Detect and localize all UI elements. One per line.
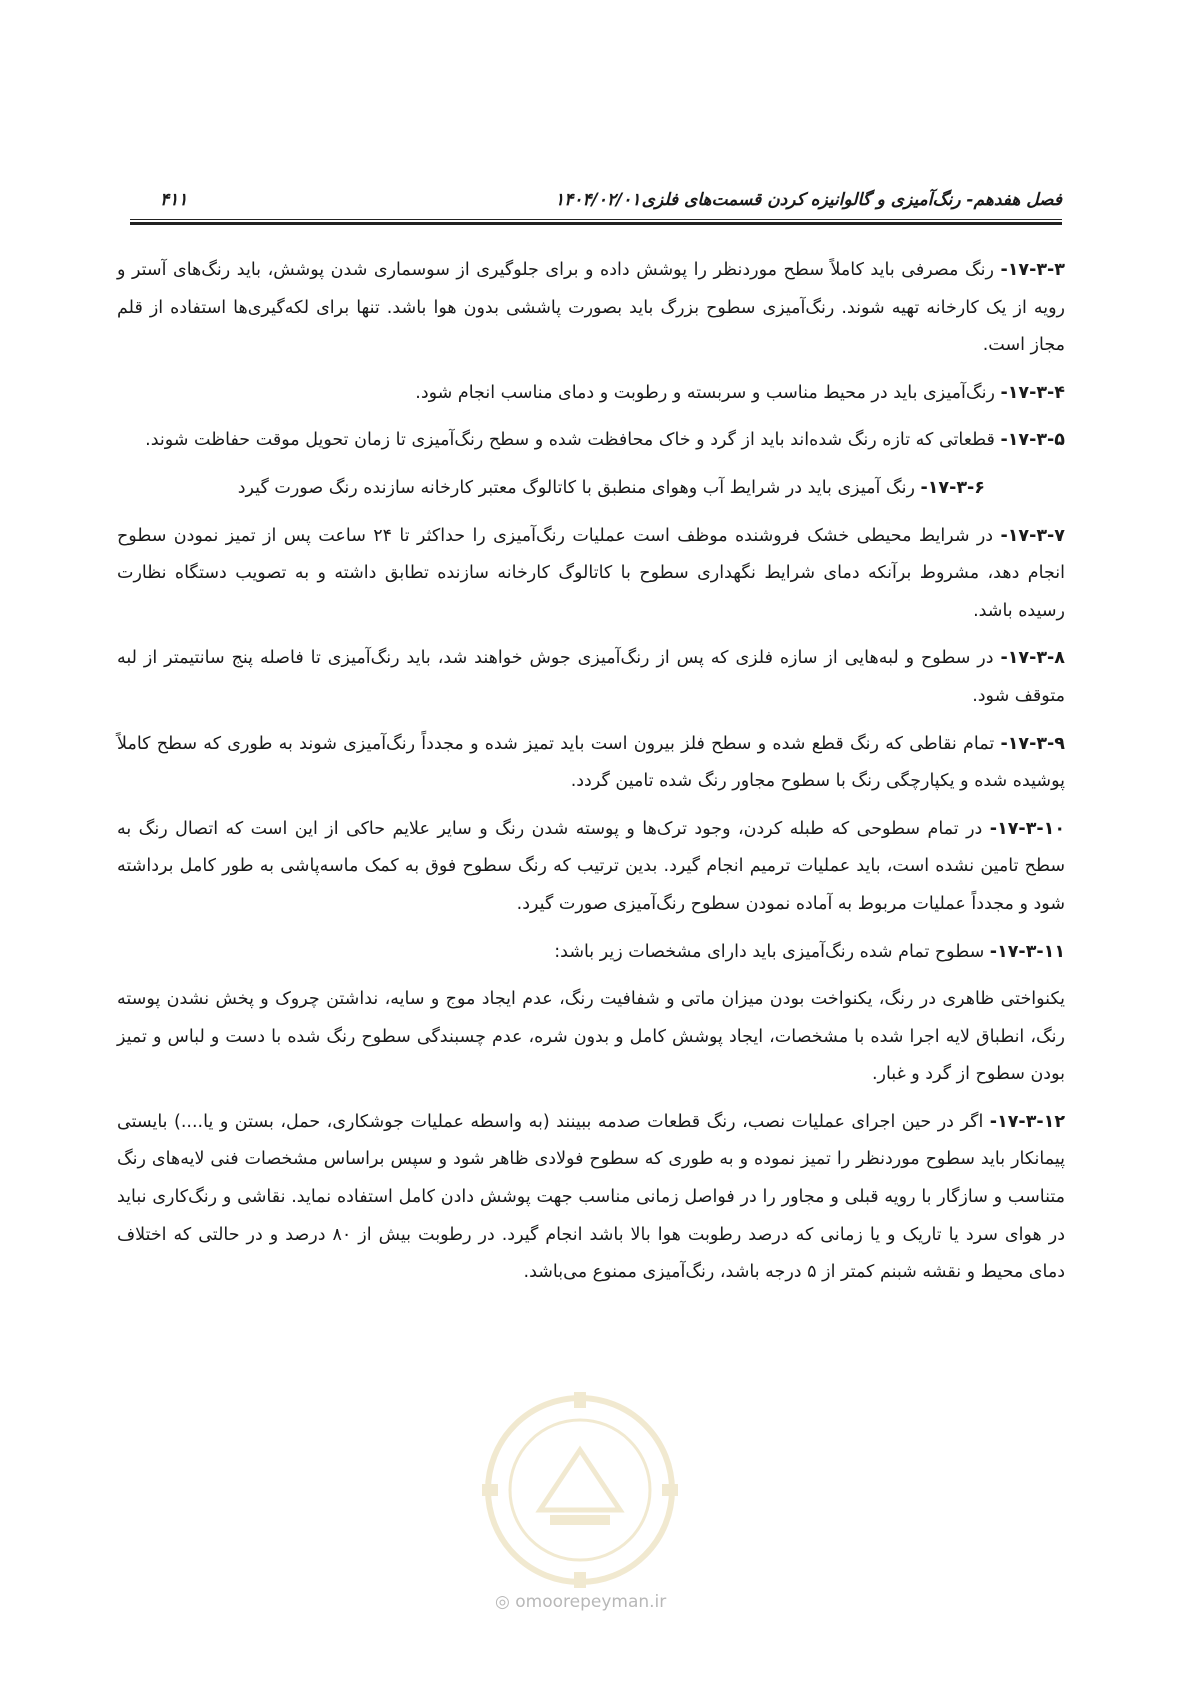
clause-number: ۱۷-۳-۵- bbox=[1000, 430, 1065, 451]
header-divider bbox=[130, 219, 1062, 225]
header-date: ۱۴۰۴/۰۲/۰۱ bbox=[555, 190, 641, 210]
clause-number: ۱۷-۳-۹- bbox=[1000, 733, 1065, 754]
paragraph-17-3-5 bbox=[117, 422, 1065, 460]
watermark-url: ◎ omoorepeyman.ir bbox=[495, 1592, 667, 1612]
clause-number: ۱۷-۳-۴- bbox=[1000, 382, 1065, 403]
chapter-title: فصل هفدهم- رنگ‌آمیزی و گالوانیزه کردن قسمت‌های فلزی bbox=[641, 190, 1062, 210]
paragraph-17-3-6 bbox=[117, 470, 1065, 508]
clause-text: اگر در حین اجرای عملیات نصب، رنگ قطعات صدمه ببینند (به واسطه عملیات جوشکاری، حمل، بستن و یا....) بایستی پیمانکار باید سطوح موردنظر را تمیز نموده و به طوری که سطوح فولادی ظاهر شود و سپس براساس مشخصات فنی لایه‌های رنگ متناسب و سازگار با رویه قبلی و مجاور را در فواصل زمانی مناسب جهت پوشش دادن کامل استفاده نماید. نقاشی و رنگ‌کاری نباید در هوای سرد یا تاریک و یا زمانی که درصد رطوبت هوا بالا باشد انجام گیرد. در رطوبت بیش از ۸۰ درصد و در حالتی که اختلاف دمای محیط و نقشه شبنم کمتر از ۵ درجه باشد، رنگ‌آمیزی ممنوع می‌باشد. bbox=[117, 1111, 1065, 1283]
clause-number: ۱۷-۳-۱۱- bbox=[989, 941, 1065, 962]
paragraph-17-3-3 bbox=[117, 252, 1065, 365]
clause-text: در سطوح و لبه‌هایی از سازه فلزی که پس از رنگ‌آمیزی جوش خواهند شد، باید رنگ‌آمیزی تا فاصله پنج سانتیمتر از لبه متوقف شود. bbox=[117, 648, 1065, 706]
paragraph-17-3-12 bbox=[117, 1104, 1065, 1292]
page-number: ۴۱۱ bbox=[160, 190, 188, 210]
clause-text: رنگ مصرفی باید کاملاً سطح موردنظر را پوشش داده و برای جلوگیری از سوسماری شدن پوشش، باید رنگ‌های آستر و رویه از یک کارخانه تهیه شوند. رنگ‌آمیزی سطوح بزرگ باید بصورت پاششی بدون هوا باشد. تنها برای لکه‌گیری‌ها استفاده از قلم مجاز است. bbox=[117, 260, 1065, 356]
paragraph-17-3-4 bbox=[117, 375, 1065, 413]
paragraph-finish-specs bbox=[117, 981, 1065, 1094]
clause-text: قطعاتی که تازه رنگ شده‌اند باید از گرد و خاک محافظت شده و سطح رنگ‌آمیزی تا زمان تحویل موقت حفاظت شوند. bbox=[145, 430, 1001, 451]
clause-number: ۱۷-۳-۳- bbox=[1000, 260, 1065, 280]
clause-text: تمام نقاطی که رنگ قطع شده و سطح فلز بیرون است باید تمیز شده و مجدداً رنگ‌آمیزی شوند به طوری که سطح کاملاً پوشیده شده و یکپارچگی رنگ با سطوح مجاور رنگ شده تامین گردد. bbox=[117, 733, 1065, 792]
clause-text: یکنواختی ظاهری در رنگ، یکنواخت بودن میزان ماتی و شفافیت رنگ، عدم ایجاد موج و سایه، نداشتن چروک و پخش نشدن پوسته رنگ، انطباق لایه اجرا شده با مشخصات، ایجاد پوشش کامل و بدون شره، عدم چسبندگی سطوح رنگ شده با دست و لباس و تمیز بودن سطوح از گرد و غبار. bbox=[117, 989, 1065, 1085]
watermark-logo bbox=[480, 1390, 680, 1590]
paragraph-17-3-11 bbox=[117, 934, 1065, 972]
paragraph-17-3-10 bbox=[117, 811, 1065, 924]
page-header bbox=[130, 190, 1062, 220]
clause-text: در تمام سطوحی که طبله کردن، وجود ترک‌ها و پوسته شدن رنگ و سایر علایم حاکی از این است که اتصال رنگ به سطح تامین نشده است، باید عملیات ترمیم انجام گیرد. بدین ترتیب که رنگ سطوح فوق به کمک ماسه‌پاشی به طور کامل برداشته شود و مجدداً عملیات مربوط به آماده نمودن سطوح رنگ‌آمیزی صورت گیرد. bbox=[117, 818, 1065, 914]
paragraph-17-3-7 bbox=[117, 518, 1065, 631]
clause-number: ۱۷-۳-۷- bbox=[1000, 525, 1065, 546]
clause-number: ۱۷-۳-۶- bbox=[920, 477, 985, 498]
clause-text: رنگ‌آمیزی باید در محیط مناسب و سربسته و رطوبت و دمای مناسب انجام شود. bbox=[415, 382, 1001, 403]
clause-text: در شرایط محیطی خشک فروشنده موظف است عملیات رنگ‌آمیزی را حداکثر تا ۲۴ ساعت پس از تمیز نمودن سطوح انجام دهد، مشروط برآنکه دمای شرایط نگهداری سطوح با کاتالوگ کارخانه سازنده تطابق داشته و به تصویب دستگاه نظارت رسیده باشد. bbox=[117, 525, 1065, 621]
clause-number: ۱۷-۳-۱۲- bbox=[989, 1111, 1065, 1132]
clause-text: رنگ آمیزی باید در شرایط آب وهوای منطبق با کاتالوگ معتبر کارخانه سازنده رنگ صورت گیرد bbox=[237, 477, 921, 498]
clause-number: ۱۷-۳-۸- bbox=[1000, 648, 1065, 669]
clause-number: ۱۷-۳-۱۰- bbox=[989, 818, 1065, 839]
document-body bbox=[117, 252, 1065, 1302]
clause-text: سطوح تمام شده رنگ‌آمیزی باید دارای مشخصات زیر باشد: bbox=[554, 941, 990, 962]
paragraph-17-3-8 bbox=[117, 640, 1065, 715]
paragraph-17-3-9 bbox=[117, 726, 1065, 801]
